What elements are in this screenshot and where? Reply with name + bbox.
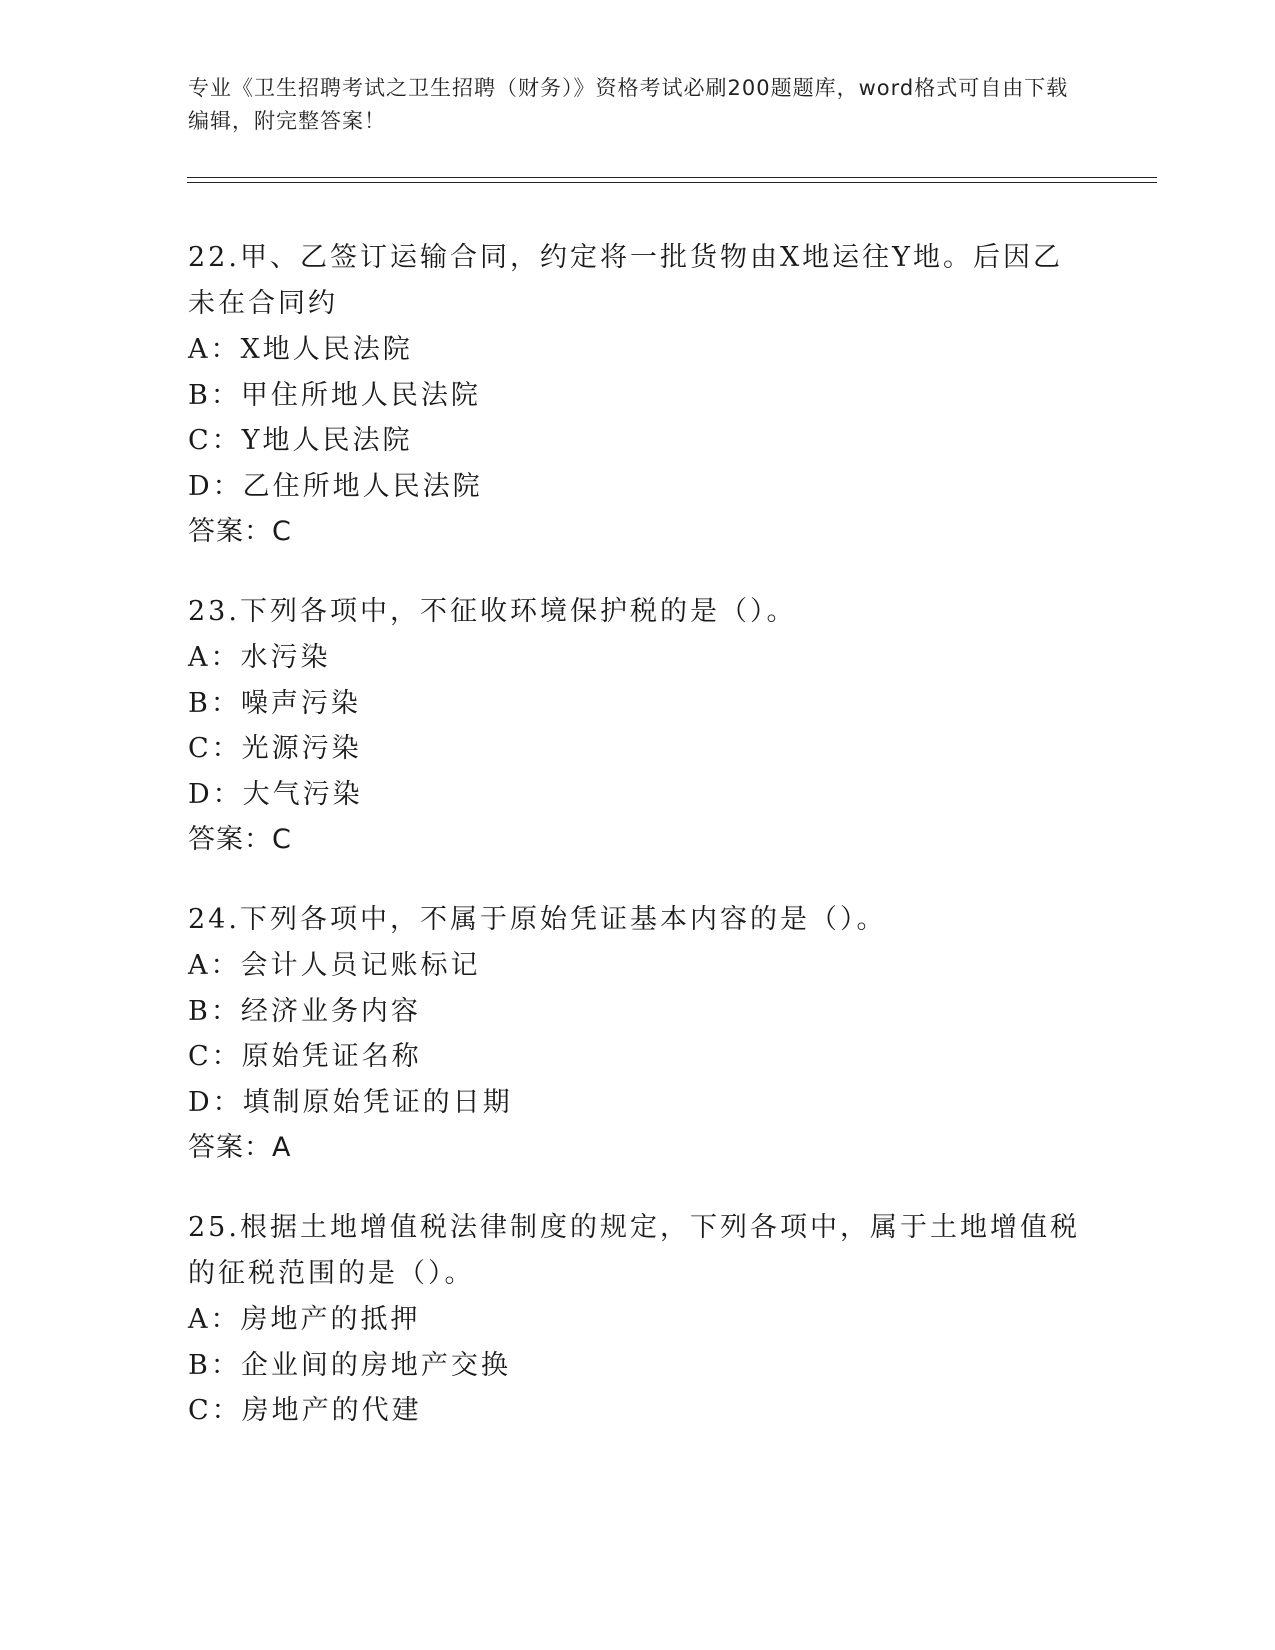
option-c: C：Y地人民法院 (188, 425, 413, 456)
option-c: C：原始凭证名称 (188, 1041, 422, 1072)
option-c: C：房地产的代建 (188, 1395, 422, 1426)
option-b: B：企业间的房地产交换 (188, 1349, 511, 1381)
option-d: D：填制原始凭证的日期 (188, 1086, 513, 1118)
question-stem: 23.下列各项中，不征收环境保护税的是（）。 (188, 596, 797, 627)
option-d: D：大气污染 (188, 778, 363, 810)
answer-line: 答案：A (188, 1132, 292, 1163)
option-c: C：光源污染 (188, 733, 362, 764)
header-divider-bottom (187, 182, 1157, 183)
document-header (188, 72, 1088, 138)
question-stem: 25.根据土地增值税法律制度的规定，下列各项中，属于土地增值税的征税范围的是（）。 (188, 1212, 1080, 1289)
question-22 (188, 235, 1088, 555)
question-24 (188, 897, 1088, 1171)
answer-line: 答案：C (188, 824, 292, 855)
question-list (188, 235, 1088, 1468)
option-b: B：甲住所地人民法院 (188, 379, 481, 411)
answer-line: 答案：C (188, 516, 292, 547)
question-stem: 22.甲、乙签订运输合同，约定将一批货物由X地运往Y地。后因乙未在合同约 (188, 242, 1063, 319)
option-d: D：乙住所地人民法院 (188, 470, 483, 502)
option-b: B：经济业务内容 (188, 995, 421, 1027)
option-a: A：水污染 (188, 642, 331, 673)
header-divider-top (187, 177, 1157, 178)
option-a: A：X地人民法院 (188, 334, 413, 365)
question-25 (188, 1205, 1088, 1434)
option-a: A：房地产的抵押 (188, 1304, 421, 1335)
option-b: B：噪声污染 (188, 687, 361, 719)
option-a: A：会计人员记账标记 (188, 950, 481, 981)
header-text: 专业《卫生招聘考试之卫生招聘（财务）》资格考试必刷200题题库，word格式可自由下载编辑，附完整答案！ (188, 76, 1069, 133)
question-stem: 24.下列各项中，不属于原始凭证基本内容的是（）。 (188, 904, 887, 935)
question-23 (188, 589, 1088, 863)
